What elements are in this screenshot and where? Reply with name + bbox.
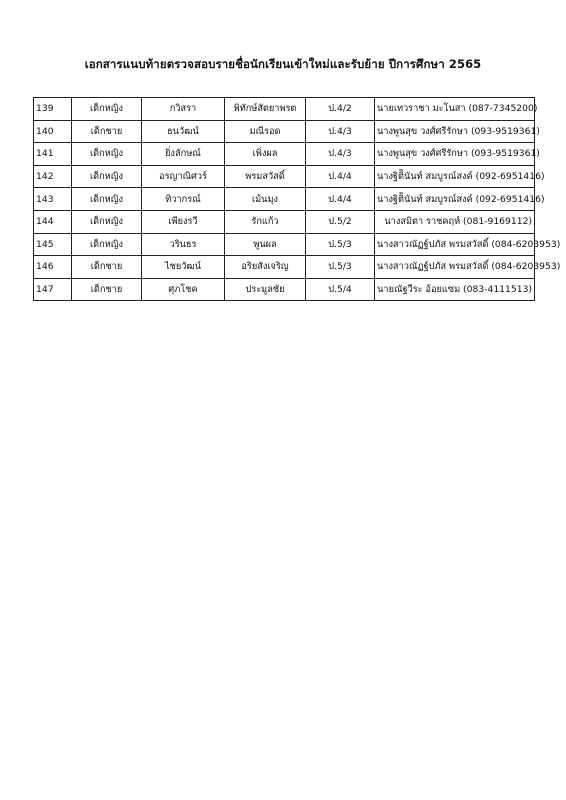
student-roster-table bbox=[33, 97, 561, 301]
first-name: ศุภโชค bbox=[142, 278, 225, 301]
name-prefix: เด็กหญิง bbox=[72, 98, 142, 121]
name-prefix: เด็กชาย bbox=[72, 256, 142, 279]
table-row bbox=[34, 165, 535, 188]
name-prefix: เด็กหญิง bbox=[72, 188, 142, 211]
first-name: ธนวัฒน์ bbox=[142, 120, 225, 143]
first-name: วรินธร bbox=[142, 233, 225, 256]
last-name: อริยสังเจริญ bbox=[225, 256, 306, 279]
last-name: รักแก้ว bbox=[225, 210, 306, 233]
name-prefix: เด็กชาย bbox=[72, 278, 142, 301]
first-name: ไชยวัฒน์ bbox=[142, 256, 225, 279]
name-prefix: เด็กหญิง bbox=[72, 143, 142, 166]
row-number: 146 bbox=[34, 256, 72, 279]
last-name: เม้นมุง bbox=[225, 188, 306, 211]
name-prefix: เด็กหญิง bbox=[72, 165, 142, 188]
name-prefix: เด็กหญิง bbox=[72, 210, 142, 233]
first-name: อรญาณิศวร์ bbox=[142, 165, 225, 188]
table-row bbox=[34, 120, 535, 143]
first-name: กวิสรา bbox=[142, 98, 225, 121]
row-number: 139 bbox=[34, 98, 72, 121]
table-row bbox=[34, 256, 535, 279]
class-level: ป.5/3 bbox=[306, 233, 375, 256]
last-name: ประมูลชัย bbox=[225, 278, 306, 301]
document-title: เอกสารแนบท้ายตรวจสอบรายชื่อนักเรียนเข้าใหม่และรับย้าย ปีการศึกษา 2565 bbox=[84, 57, 482, 71]
homeroom-teacher-contact: นางฐิติินันท์ สมบูรณ์สงค์ (092-6951416) bbox=[375, 188, 535, 211]
table-row bbox=[34, 278, 535, 301]
class-level: ป.4/3 bbox=[306, 143, 375, 166]
last-name: พรมสวัสดิ์ bbox=[225, 165, 306, 188]
homeroom-teacher-contact: นางพูนสุข วงศ์ศรีรักษา (093-9519361) bbox=[375, 143, 535, 166]
row-number: 143 bbox=[34, 188, 72, 211]
table-row bbox=[34, 98, 535, 121]
last-name: พิทักษ์สัตยาพรต bbox=[225, 98, 306, 121]
last-name: พูนผล bbox=[225, 233, 306, 256]
class-level: ป.5/3 bbox=[306, 256, 375, 279]
row-number: 142 bbox=[34, 165, 72, 188]
class-level: ป.4/2 bbox=[306, 98, 375, 121]
homeroom-teacher-contact: นางพูนสุข วงศ์ศรีรักษา (093-9519361) bbox=[375, 120, 535, 143]
class-level: ป.5/2 bbox=[306, 210, 375, 233]
homeroom-teacher-contact: นางสาวณัฏฐ์ปภัส พรมสวัสดิ์ (084-6203953) bbox=[375, 233, 535, 256]
homeroom-teacher-contact: นางสาวณัฏฐ์ปภัส พรมสวัสดิ์ (084-6203953) bbox=[375, 256, 535, 279]
class-level: ป.4/4 bbox=[306, 188, 375, 211]
table-row bbox=[34, 188, 535, 211]
row-number: 144 bbox=[34, 210, 72, 233]
homeroom-teacher-contact: นางฐิติินันท์ สมบูรณ์สงค์ (092-6951416) bbox=[375, 165, 535, 188]
homeroom-teacher-contact: นายเทวราชา มะโนสา (087-7345200) bbox=[375, 98, 535, 121]
homeroom-teacher-contact: นางสมิตา ราชคฤห์ (081-9169112) bbox=[375, 210, 535, 233]
row-number: 140 bbox=[34, 120, 72, 143]
table-row bbox=[34, 233, 535, 256]
class-level: ป.4/4 bbox=[306, 165, 375, 188]
name-prefix: เด็กหญิง bbox=[72, 233, 142, 256]
last-name: มณีรอด bbox=[225, 120, 306, 143]
student-roster-body bbox=[34, 98, 561, 301]
first-name: ทิวากรณ์ bbox=[142, 188, 225, 211]
class-level: ป.5/4 bbox=[306, 278, 375, 301]
first-name: เพียงรวี bbox=[142, 210, 225, 233]
first-name: ยิ่งลักษณ์ bbox=[142, 143, 225, 166]
table-row bbox=[34, 210, 535, 233]
class-level: ป.4/3 bbox=[306, 120, 375, 143]
homeroom-teacher-contact: นายณัฐวีระ อ้อยแซม (083-4111513) bbox=[375, 278, 535, 301]
row-number: 147 bbox=[34, 278, 72, 301]
last-name: เพิ่งผล bbox=[225, 143, 306, 166]
row-number: 141 bbox=[34, 143, 72, 166]
row-number: 145 bbox=[34, 233, 72, 256]
table-row bbox=[34, 143, 535, 166]
name-prefix: เด็กชาย bbox=[72, 120, 142, 143]
